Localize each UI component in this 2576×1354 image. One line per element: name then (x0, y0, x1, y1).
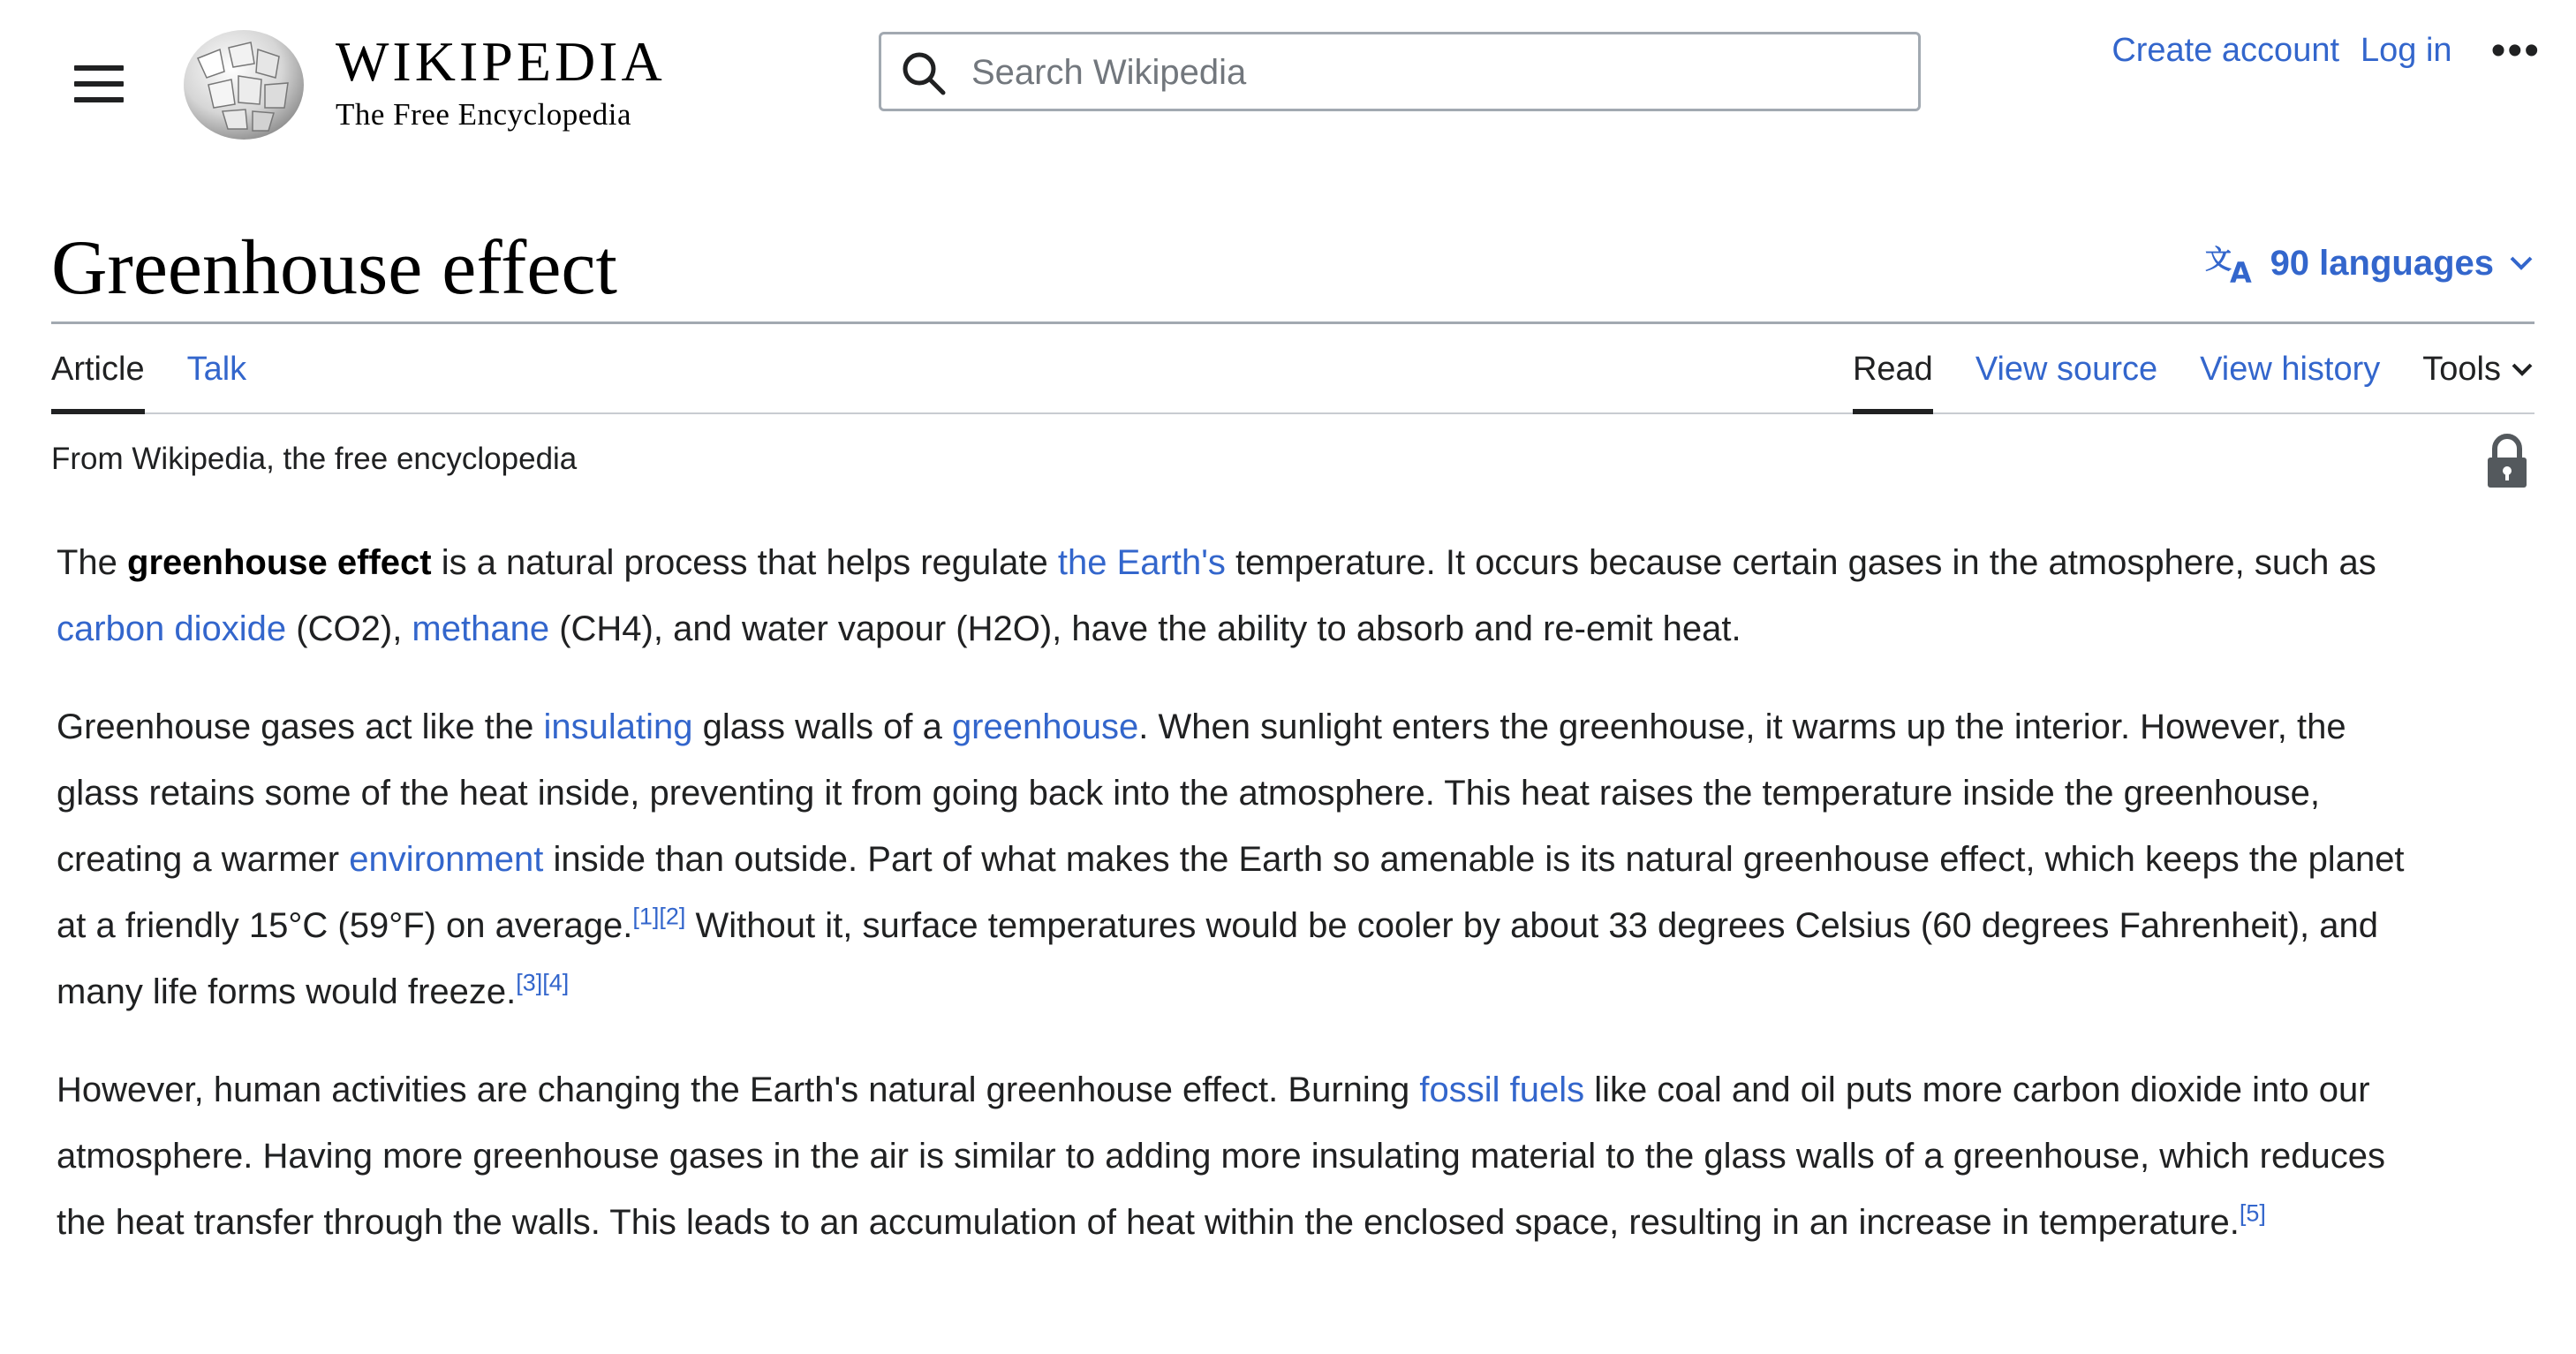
search-input[interactable] (970, 45, 1892, 100)
wikipedia-wordmark[interactable] (336, 30, 666, 132)
chevron-down-icon (2508, 254, 2534, 272)
site-tagline: From Wikipedia, the free encyclopedia (51, 442, 578, 476)
reference-2[interactable]: [2] (659, 903, 686, 930)
tab-view-source[interactable]: View source (1975, 351, 2158, 388)
page-title: Greenhouse effect (51, 225, 617, 311)
paragraph-3: However, human activities are changing the Earth's natural greenhouse effect. Burning fossil fuels like coal and oil puts more carbon dioxide into our atmosphere. Having more greenhouse gases in the air is similar to adding more insulating material to the glass walls of a greenhouse, which reduces the heat transfer through the walls. This leads to an accumulation of heat within the enclosed space, resulting in an increase in temperature.[5] (57, 1070, 2385, 1242)
site-header (0, 0, 2576, 150)
chevron-down-icon (2510, 351, 2534, 386)
create-account-link[interactable]: Create account (2111, 32, 2340, 69)
title-row (51, 212, 2534, 324)
link-fossil-fuels[interactable]: fossil fuels (1419, 1070, 1585, 1109)
wordmark-tagline: The Free Encyclopedia (336, 97, 632, 132)
language-icon (2205, 242, 2256, 284)
paragraph-1: The greenhouse effect is a natural process that helps regulate the Earth's temperature. It occurs because certain gases in the atmosphere, such as carbon dioxide (CO2), methane (CH4), and water vapour (H2O), have the ability to absorb and re-emit heat. (57, 543, 2376, 648)
user-navigation (2111, 26, 2541, 74)
svg-text:文: 文 (2204, 245, 2232, 276)
svg-text:A: A (2229, 256, 2252, 284)
tab-talk[interactable]: Talk (186, 351, 247, 388)
article-content (57, 530, 2414, 1288)
link-methane[interactable]: methane (412, 609, 550, 648)
reference-4[interactable]: [4] (542, 969, 570, 996)
hamburger-icon (74, 65, 124, 71)
link-the-earths[interactable]: the Earth's (1057, 543, 1226, 582)
reference-1[interactable]: [1] (632, 903, 660, 930)
link-insulating[interactable]: insulating (543, 707, 693, 746)
language-count: 90 languages (2270, 243, 2494, 283)
main-menu-button[interactable] (74, 55, 132, 113)
page-tabs (51, 324, 2534, 414)
tab-read[interactable]: Read (1853, 324, 1933, 412)
article-subject: greenhouse effect (127, 543, 432, 582)
language-button[interactable] (2205, 242, 2534, 284)
tab-view-history[interactable]: View history (2200, 351, 2381, 388)
link-carbon-dioxide[interactable]: carbon dioxide (57, 609, 287, 648)
wordmark-title: WIKIPEDIA (336, 30, 666, 93)
search-box[interactable] (879, 32, 1921, 111)
lock-icon[interactable] (2484, 433, 2530, 489)
wikipedia-globe-logo[interactable] (180, 23, 307, 141)
reference-5[interactable]: [5] (2239, 1199, 2266, 1227)
reference-3[interactable]: [3] (516, 969, 543, 996)
link-greenhouse[interactable]: greenhouse (951, 707, 1139, 746)
tools-label: Tools (2422, 351, 2501, 388)
more-options-icon[interactable]: ••• (2490, 26, 2541, 74)
paragraph-2: Greenhouse gases act like the insulating glass walls of a greenhouse. When sunlight enters the greenhouse, it warms up the interior. However, the glass retains some of the heat inside, preventing it from going back into the atmosphere. This heat raises the temperature inside the greenhouse, creating a warmer environment inside than outside. Part of what makes the Earth so amenable is its natural greenhouse effect, which keeps the planet at a friendly 15°C (59°F) on average.[1][2] Without it, surface temperatures would be cooler by about 33 degrees Celsius (60 degrees Fahrenheit), and many life forms would freeze.[3][4] (57, 707, 2405, 1011)
link-environment[interactable]: environment (349, 840, 544, 879)
tab-article[interactable]: Article (51, 324, 145, 412)
search-icon (899, 49, 948, 98)
tools-dropdown[interactable] (2422, 324, 2534, 412)
log-in-link[interactable]: Log in (2361, 32, 2452, 69)
